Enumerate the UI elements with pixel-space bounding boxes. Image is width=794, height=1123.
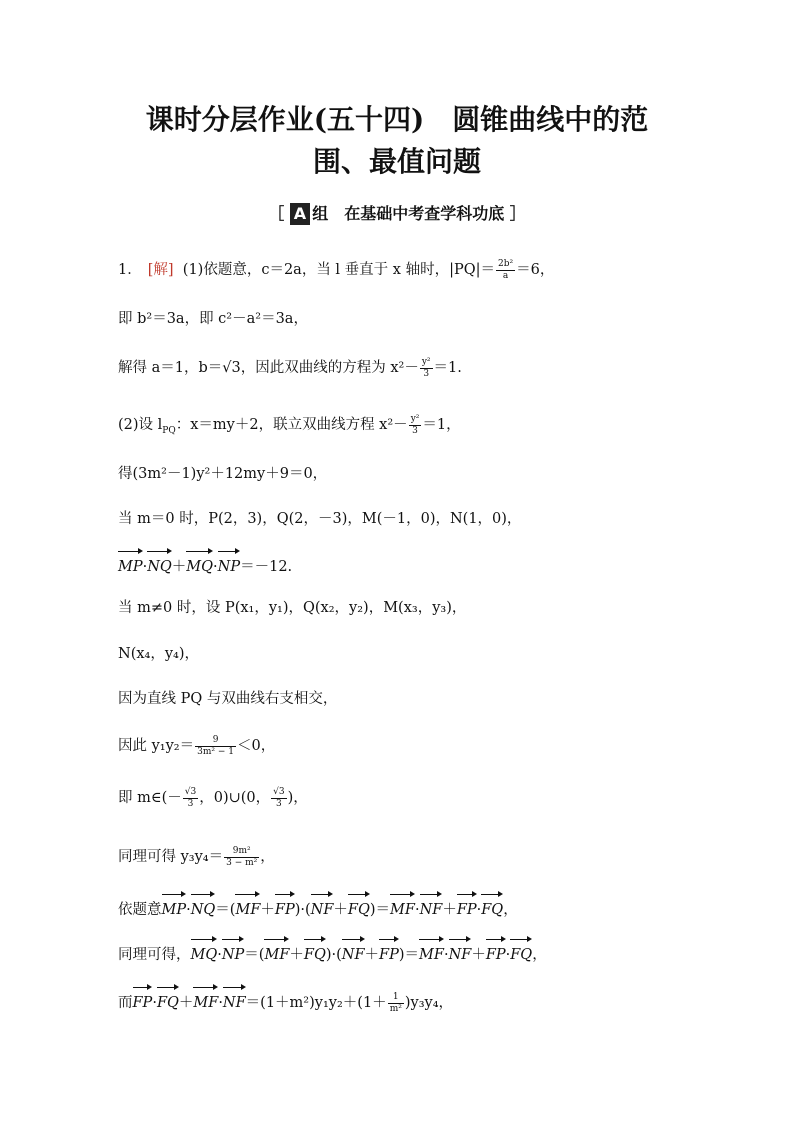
group-badge: A (290, 203, 310, 225)
fraction: $\frac{9}{\text{3m² − 1}}$ (197, 734, 234, 757)
solution-line-9: N(x₄，y₄)， (118, 646, 199, 662)
solution-line-7: MP·NQ＋MQ·NP＝－12. (118, 549, 292, 579)
solution-line-5: 得(3m²－1)y²＋12my＋9＝0， (118, 466, 328, 482)
page-title-line2: 围、最值问题 (312, 145, 481, 178)
fraction: $\frac{1}{\text{m²}}$ (389, 991, 402, 1014)
solution-line-2: 即 b²＝3a，即 c²－a²＝3a， (118, 311, 308, 327)
group-heading (0, 200, 794, 228)
solution-line-3: 解得 a＝1，b＝√3，因此双曲线的方程为 x²－ $\frac{\text{y²}}{3}$ ＝1. (118, 356, 462, 379)
solution-line-11: 因此 y₁y₂＝ $\frac{9}{\text{3m² − 1}}$ ＜0， (118, 734, 276, 757)
group-label: 组 在基础中考查学科功底 (312, 204, 505, 223)
solution-line-10: 因为直线 PQ 与双曲线右支相交， (118, 691, 338, 707)
vector-np: NP (218, 549, 240, 579)
answer-tag: [解] (147, 262, 174, 278)
solution-line-12: 即 m∈(－ $\frac{√3}{3}$ ，0)∪(0， $\frac{√3}{3}$ )， (118, 786, 308, 809)
vector-mq: MQ (186, 549, 213, 579)
solution-line-4: (2)设 $l_{PQ}$：x＝my＋2，联立双曲线方程 x²－ $\frac{\text{y²}}{3}$ ＝1， (118, 413, 461, 436)
solution-line-16: 而FP·FQ＋MF·NF＝(1＋m²)y₁y₂＋(1＋ $\frac{1}{\text{m²}}$ )y₃y₄， (118, 985, 453, 1015)
solution-line-15: 同理可得，MQ·NP＝(MF＋FQ)·(NF＋FP)＝MF·NF＋FP·FQ， (118, 937, 547, 967)
bracket-close: ］ (509, 204, 526, 223)
fraction: $\frac{\text{9m²}}{\text{3 − m²}}$ (226, 845, 258, 868)
fraction: $\frac{\text{y²}}{3}$ (421, 356, 431, 379)
solution-line-6: 当 m＝0 时，P(2，3)，Q(2，－3)，M(－1，0)，N(1，0)， (118, 511, 522, 527)
page-title-line1: 课时分层作业(五十四) 圆锥曲线中的范 (145, 103, 649, 136)
fraction: $\frac{√3}{3}$ (184, 786, 197, 809)
vector-nq: NQ (147, 549, 172, 579)
fraction: $\frac{\text{y²}}{3}$ (410, 413, 420, 436)
solution-line-8: 当 m≠0 时，设 P(x₁，y₁)，Q(x₂，y₂)，M(x₃，y₃)， (118, 600, 467, 616)
solution-line-13: 同理可得 y₃y₄＝ $\frac{\text{9m²}}{\text{3 − m²}}$ ， (118, 845, 275, 868)
bracket-open: ［ (268, 204, 285, 223)
solution-line-14: 依题意MP·NQ＝(MF＋FP)·(NF＋FQ)＝MF·NF＋FP·FQ， (118, 892, 518, 922)
solution-line-1: 1． [解] (1)依题意，c＝2a，当 l 垂直于 x 轴时，|PQ|＝ $\frac{\text{2b²}}{a}$ ＝6， (118, 258, 555, 281)
vector-mp: MP (118, 549, 143, 579)
fraction: $\frac{√3}{3}$ (273, 786, 285, 809)
fraction: $\frac{\text{2b²}}{a}$ (497, 258, 514, 281)
